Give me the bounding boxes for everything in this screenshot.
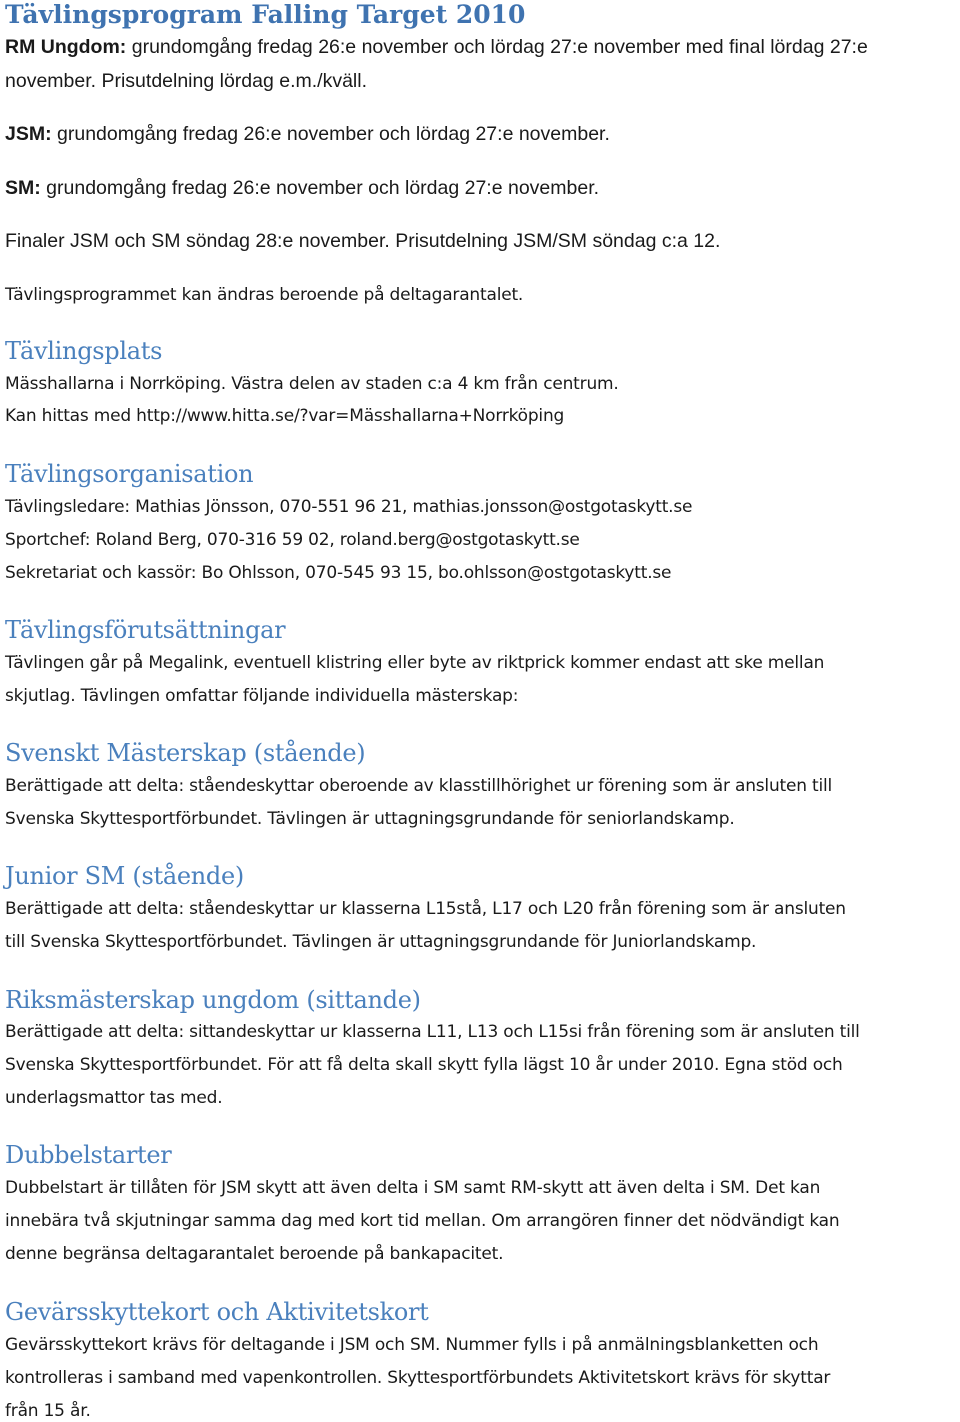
sm-label: SM: — [5, 177, 41, 199]
riks-line-1: Berättigade att delta: sittandeskyttar ur klasserna L11, L13 och L15si från förening som är ansluten till — [5, 1022, 860, 1042]
forutsattningar-heading: Tävlingsförutsättningar — [5, 616, 286, 644]
kort-heading: Gevärsskyttekort och Aktivitetskort — [5, 1298, 429, 1326]
organisation-line-1: Tävlingsledare: Mathias Jönsson, 070-551 96 21, mathias.jonsson@ostgotaskytt.se — [5, 497, 693, 517]
jsm-line — [5, 123, 610, 146]
document-title: Tävlingsprogram Falling Target 2010 — [5, 0, 526, 29]
kort-line-2: kontrolleras i samband med vapenkontrollen. Skyttesportförbundets Aktivitetskort krävs för skyttar — [5, 1368, 831, 1388]
junior-heading: Junior SM (stående) — [5, 862, 244, 890]
rm-ungdom-line — [5, 36, 868, 59]
svenskt-line-1: Berättigade att delta: ståendeskyttar oberoende av klasstillhörighet ur förening som är ansluten till — [5, 776, 833, 796]
jsm-label: JSM: — [5, 123, 52, 145]
svenskt-heading: Svenskt Mästerskap (stående) — [5, 739, 366, 767]
dubbel-heading: Dubbelstarter — [5, 1141, 172, 1169]
riks-heading: Riksmästerskap ungdom (sittande) — [5, 986, 421, 1014]
organisation-heading: Tävlingsorganisation — [5, 460, 254, 488]
riks-line-2: Svenska Skyttesportförbundet. För att få delta skall skytt fylla lägst 10 år under 2010. Egna stöd och — [5, 1055, 843, 1075]
organisation-line-2: Sportchef: Roland Berg, 070-316 59 02, roland.berg@ostgotaskytt.se — [5, 530, 580, 550]
riks-line-3: underlagsmattor tas med. — [5, 1088, 223, 1108]
sm-line — [5, 177, 599, 200]
dubbel-line-1: Dubbelstart är tillåten för JSM skytt att även delta i SM samt RM-skytt att även delta i SM. Det kan — [5, 1178, 821, 1198]
junior-line-1: Berättigade att delta: ståendeskyttar ur klasserna L15stå, L17 och L20 från förening som är ansluten — [5, 899, 846, 919]
tavlingsplats-line-2: Kan hittas med http://www.hitta.se/?var=Mässhallarna+Norrköping — [5, 406, 565, 426]
jsm-text: grundomgång fredag 26:e november och lördag 27:e november. — [51, 123, 610, 145]
kort-line-3: från 15 år. — [5, 1401, 91, 1421]
dubbel-line-3: denne begränsa deltagarantalet beroende på bankapacitet. — [5, 1244, 504, 1264]
junior-line-2: till Svenska Skyttesportförbundet. Tävlingen är uttagningsgrundande för Juniorlandskamp. — [5, 932, 757, 952]
tavlingsplats-line-1: Mässhallarna i Norrköping. Västra delen av staden c:a 4 km från centrum. — [5, 374, 619, 394]
rm-ungdom-text: grundomgång fredag 26:e november och lördag 27:e november med final lördag 27:e — [126, 36, 868, 58]
sm-text: grundomgång fredag 26:e november och lördag 27:e november. — [40, 177, 600, 199]
finaler-line: Finaler JSM och SM söndag 28:e november. Prisutdelning JSM/SM söndag c:a 12. — [5, 230, 721, 252]
program-note: Tävlingsprogrammet kan ändras beroende på deltagarantalet. — [5, 285, 524, 305]
rm-ungdom-label: RM Ungdom: — [5, 36, 127, 58]
dubbel-line-2: innebära två skjutningar samma dag med kort tid mellan. Om arrangören finner det nödvändigt kan — [5, 1211, 840, 1231]
rm-ungdom-text-cont: november. Prisutdelning lördag e.m./kväll. — [5, 70, 368, 92]
organisation-line-3: Sekretariat och kassör: Bo Ohlsson, 070-545 93 15, bo.ohlsson@ostgotaskytt.se — [5, 563, 672, 583]
forutsattningar-line-1: Tävlingen går på Megalink, eventuell klistring eller byte av riktprick kommer endast att ske mellan — [5, 653, 825, 673]
kort-line-1: Gevärsskyttekort krävs för deltagande i JSM och SM. Nummer fylls i på anmälningsblanketten och — [5, 1335, 819, 1355]
tavlingsplats-heading: Tävlingsplats — [5, 337, 163, 365]
forutsattningar-line-2: skjutlag. Tävlingen omfattar följande individuella mästerskap: — [5, 686, 519, 706]
svenskt-line-2: Svenska Skyttesportförbundet. Tävlingen är uttagningsgrundande för seniorlandskamp. — [5, 809, 735, 829]
